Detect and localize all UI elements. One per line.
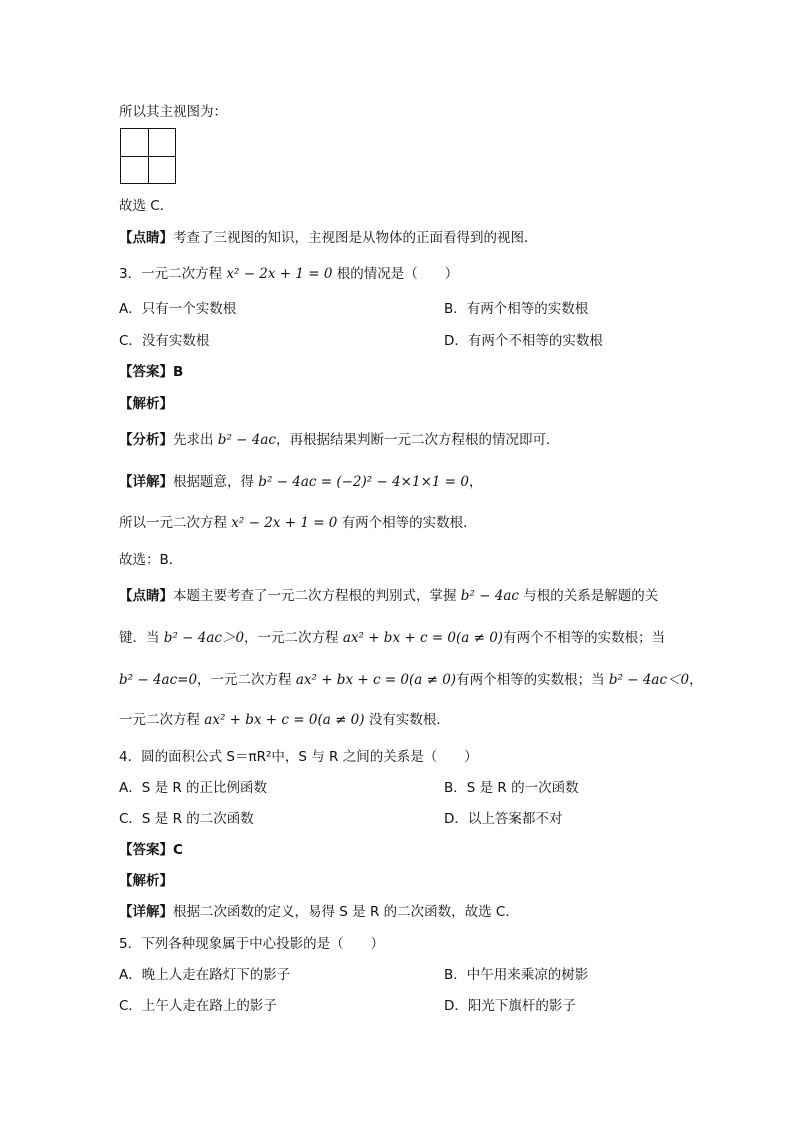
fenxi-b: ，再根据结果判断一元二次方程根的情况即可．	[275, 432, 560, 448]
front-view-figure	[120, 128, 176, 184]
q3-option-d: D．有两个不相等的实数根	[444, 333, 603, 349]
q3-answer: 【答案】B	[119, 364, 184, 380]
detail-expr: b² − 4ac = (−2)² − 4×1×1 = 0	[258, 474, 469, 490]
c4-a: 一元二次方程	[119, 712, 200, 728]
fenxi-a: 先求出	[173, 432, 214, 448]
q5-option-d: D．阳光下旗杆的影子	[444, 998, 576, 1014]
q3-detail	[119, 472, 482, 492]
c2-expr2: ax² + bx + c = 0(a ≠ 0)	[342, 630, 504, 646]
q4-option-b: B．S 是 R 的一次函数	[444, 780, 579, 796]
c4-expr: ax² + bx + c = 0(a ≠ 0)	[204, 712, 365, 728]
intro-text: 所以其主视图为：	[119, 104, 227, 120]
c2-c: 有两个不相等的实数根；当	[503, 630, 666, 646]
comment-text: 考查了三视图的知识，主视图是从物体的正面看得到的视图．	[173, 230, 538, 246]
c4-b: 没有实数根．	[368, 712, 450, 728]
q3-equation: x² − 2x + 1 = 0	[226, 266, 333, 282]
q4-option-a: A．S 是 R 的正比例函数	[119, 780, 268, 796]
c1-expr: b² − 4ac	[460, 588, 519, 604]
c3-expr1: b² − 4ac=0	[119, 672, 198, 688]
q4-answer: 【答案】C	[119, 842, 183, 858]
q2-comment	[119, 228, 538, 248]
q3-comment-line2	[119, 628, 665, 648]
q3-comment-line1	[119, 586, 658, 606]
q3-option-b: B．有两个相等的实数根	[444, 301, 589, 317]
q4-detail	[119, 902, 519, 922]
q5-option-a: A．晚上人走在路灯下的影子	[119, 967, 291, 983]
c3-expr3: b² − 4ac＜0	[608, 672, 690, 688]
c2-expr1: b² − 4ac＞0	[163, 630, 245, 646]
detail-b: ，	[468, 474, 483, 490]
detail-text: 根据二次函数的定义，易得 S 是 R 的二次函数，故选 C．	[173, 904, 519, 920]
q2-conclusion: 故选 C．	[119, 198, 174, 214]
c3-expr2: ax² + bx + c = 0(a ≠ 0)	[295, 672, 457, 688]
q5-stem: 5．下列各种现象属于中心投影的是（ ）	[119, 936, 385, 952]
c3-a: ，一元二次方程	[197, 672, 292, 688]
fenxi-expr: b² − 4ac	[217, 432, 276, 448]
q4-analysis-tag: 【解析】	[119, 873, 173, 889]
q3-stem-suffix: 根的情况是（ ）	[336, 266, 459, 282]
q3-conclusion: 故选：B．	[119, 552, 183, 568]
line2-a: 所以一元二次方程	[119, 515, 227, 531]
q4-stem: 4．圆的面积公式 S＝πR²中，S 与 R 之间的关系是（ ）	[119, 749, 478, 765]
line2-expr: x² − 2x + 1 = 0	[231, 515, 338, 531]
q3-option-a: A．只有一个实数根	[119, 301, 237, 317]
q5-option-c: C．上午人走在路上的影子	[119, 998, 277, 1014]
c1-b: 与根的关系是解题的关	[523, 588, 659, 604]
c3-b: 有两个相等的实数根；当	[456, 672, 605, 688]
c2-a: 键．当	[119, 630, 160, 646]
detail-tag: 【详解】	[119, 904, 173, 920]
q3-comment-line4	[119, 710, 450, 730]
q4-option-c: C．S 是 R 的二次函数	[119, 811, 254, 827]
detail-a: 根据题意，得	[173, 474, 254, 490]
detail-tag: 【详解】	[119, 474, 173, 490]
c3-c: ，	[689, 672, 703, 688]
line2-b: 有两个相等的实数根．	[341, 515, 477, 531]
q3-fenxi	[119, 430, 559, 450]
q3-stem-prefix: 3．一元二次方程	[119, 266, 223, 282]
c1-a: 本题主要考查了一元二次方程根的判别式，掌握	[173, 588, 457, 604]
q3-analysis-tag: 【解析】	[119, 396, 173, 412]
q3-stem	[119, 264, 458, 284]
q4-option-d: D．以上答案都不对	[444, 811, 563, 827]
comment-tag: 【点睛】	[119, 588, 173, 604]
q3-option-c: C．没有实数根	[119, 333, 210, 349]
q3-comment-line3	[119, 670, 703, 690]
fenxi-tag: 【分析】	[119, 432, 173, 448]
q3-detail-line2	[119, 513, 477, 533]
q5-option-b: B．中午用来乘凉的树影	[444, 967, 589, 983]
comment-tag: 【点睛】	[119, 230, 173, 246]
c2-b: ，一元二次方程	[244, 630, 339, 646]
